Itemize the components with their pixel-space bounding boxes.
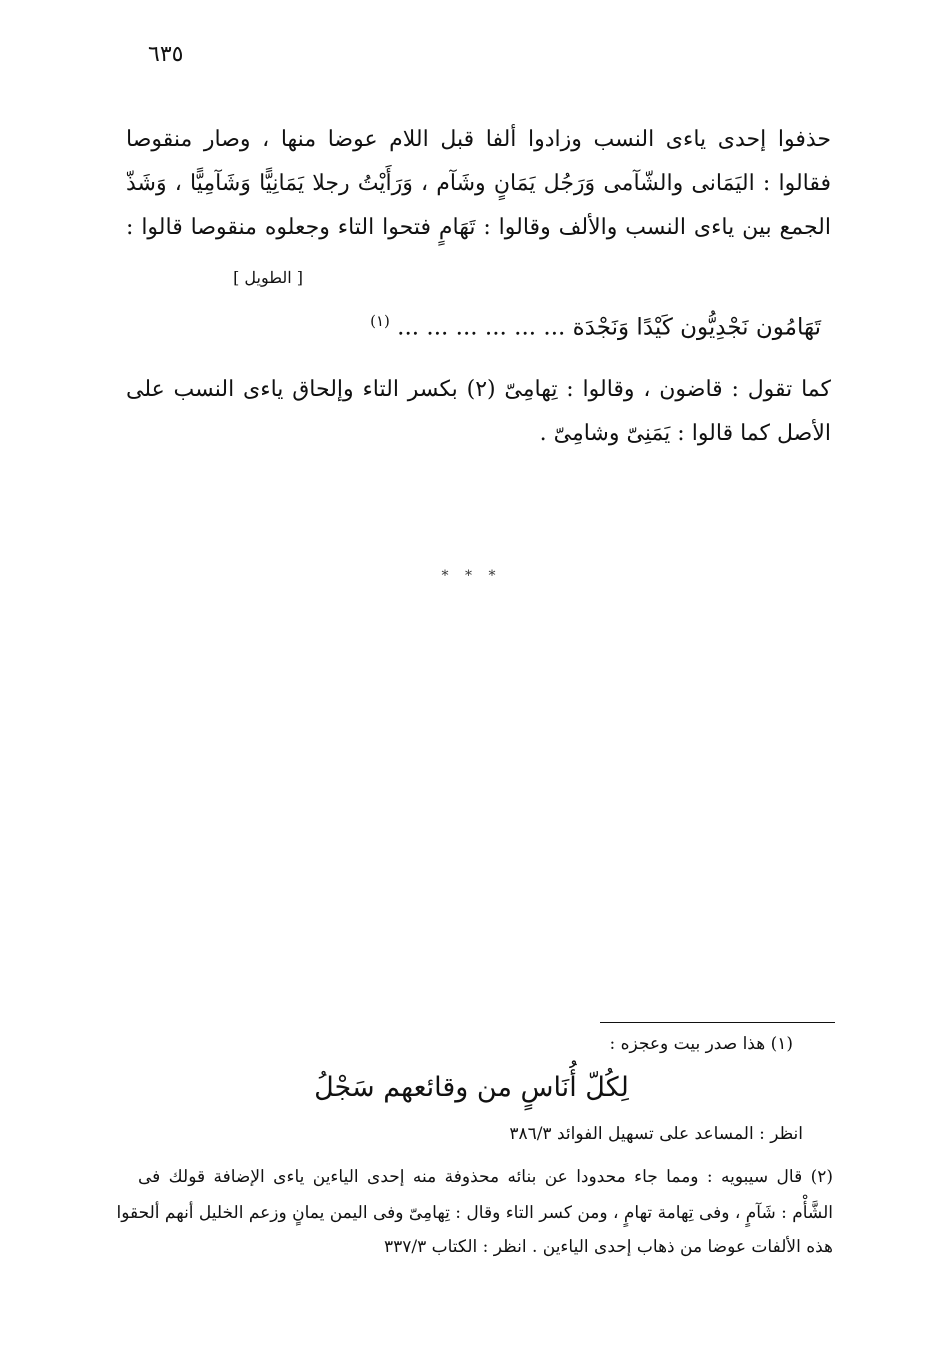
verse-text: تَهَامُون نَجْدِيُّون كَيْدًا وَنَجْدَة ... ... ... ... ... ... [397, 314, 821, 341]
footnote-ref-1: (١) [370, 312, 390, 330]
footnote-divider [600, 1022, 835, 1023]
footnote-2-line-2: الشَّأْم : شَآمٍ ، وفى تِهامة تهامٍ ، ومن كسر التاء وقال : تِهامِىّ وفى اليمن يمانٍ وزعم الخليل أنهم ألحقوا [116, 1203, 833, 1223]
footnote-1-verse: لِكُلّ أُنَاسٍ من وقائعهم سَجْلُ [314, 1072, 629, 1103]
body-line-4: كما تقول : قاضون ، وقالوا : تِهامِىّ (٢) بكسر التاء وإلحاق ياءى النسب على [126, 377, 831, 402]
body-line-5: الأصل كما قالوا : يَمَنِىّ وشامِىّ . [539, 421, 831, 446]
footnote-2-line-3: هذه الألفات عوضا من ذهاب إحدى الياءين . انظر : الكتاب ٣٣٧/٣ [383, 1237, 833, 1257]
body-line-2: فقالوا : اليَمَانى والشّآمى وَرَجُل يَمَانٍ وشَآم ، وَرَأَيْتُ رجلا يَمَانِيًّا وَشَآمِيًّا ، وَشَذّ [126, 171, 831, 196]
body-line-3: الجمع بين ياءى النسب والألف وقالوا : تَهَامٍ فتحوا التاء وجعلوه منقوصا قالوا : [126, 215, 831, 240]
poem-verse [370, 312, 821, 341]
footnote-1-intro: (١) هذا صدر بيت وعجزه : [609, 1034, 793, 1054]
footnote-1-reference: انظر : المساعد على تسهيل الفوائد ٣٨٦/٣ [509, 1124, 803, 1144]
footnote-2-line-1: (٢) قال سيبويه : ومما جاء محدودا عن بنائه محذوفة منه إحدى الياءين ياءى الإضافة قولك فى [138, 1167, 833, 1187]
meter-label: [ الطويل ] [233, 268, 303, 287]
page-number: ٦٣٥ [148, 42, 184, 67]
section-separator: * * * [441, 568, 502, 584]
body-line-1: حذفوا إحدى ياءى النسب وزادوا ألفا قبل اللام عوضا منها ، وصار منقوصا [126, 127, 831, 152]
